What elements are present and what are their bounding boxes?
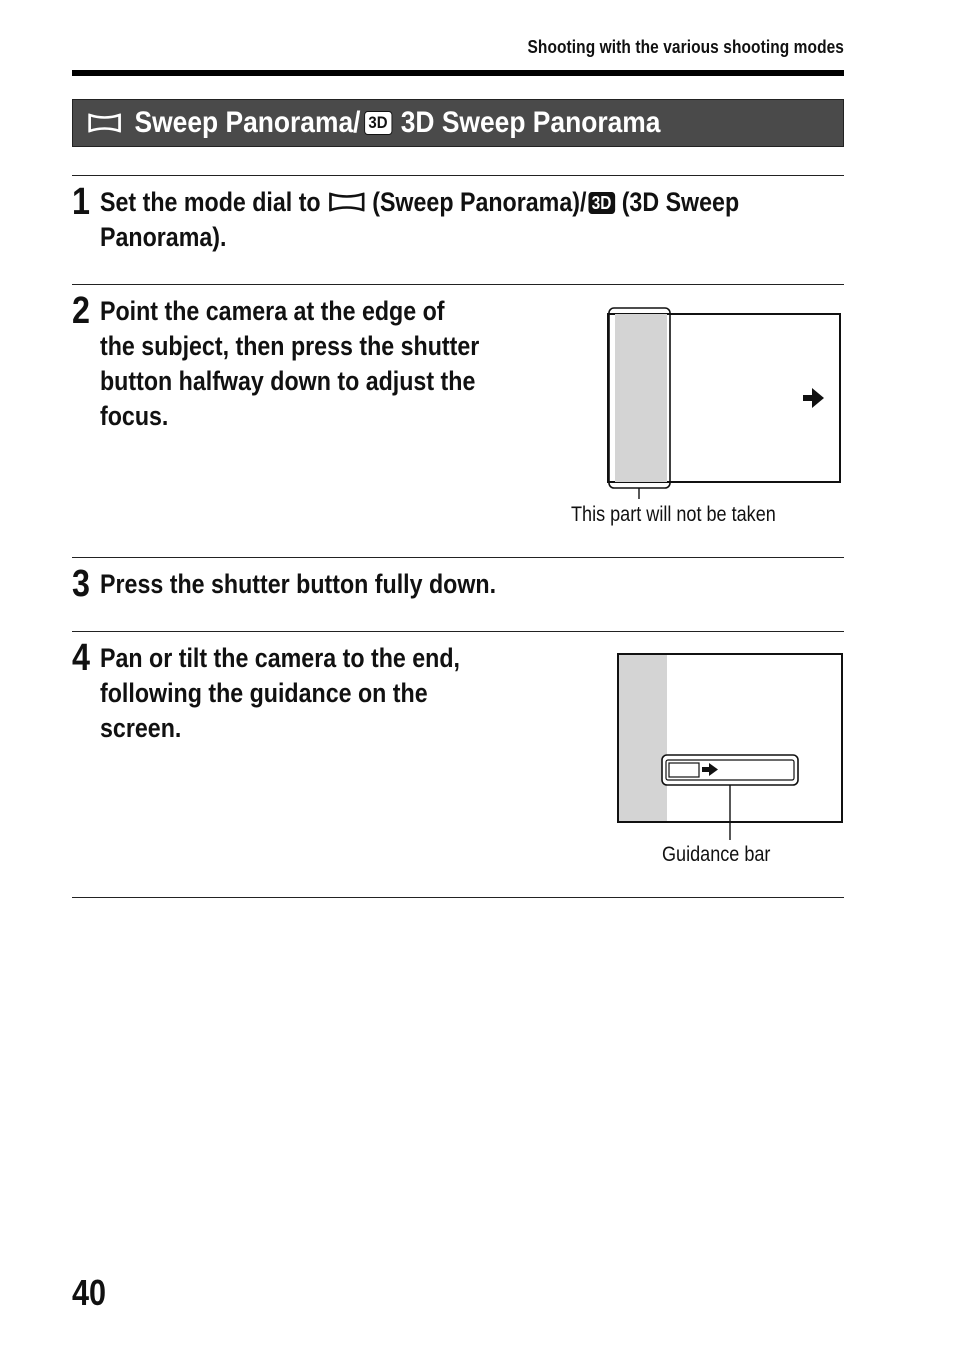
figure-caption-guidance-bar: Guidance bar	[662, 843, 771, 866]
step-4-figure	[610, 645, 850, 845]
step-4-number: 4	[72, 637, 90, 679]
running-header: Shooting with the various shooting modes	[527, 37, 844, 57]
3d-sweep-panorama-icon: 3D	[588, 192, 615, 214]
step-2-line: focus.	[100, 401, 169, 431]
step-1-text-a: Set the mode dial to	[100, 187, 321, 217]
step-3-number: 3	[72, 563, 90, 605]
step-2-text	[100, 294, 479, 434]
step-1-text-d: Panorama).	[100, 222, 227, 252]
step-1-number: 1	[72, 181, 90, 223]
step-divider	[72, 175, 844, 176]
step-2-line: button halfway down to adjust the	[100, 366, 476, 396]
step-divider	[72, 557, 844, 558]
step-2-figure	[600, 300, 850, 505]
step-2-line: Point the camera at the edge of	[100, 296, 445, 326]
section-banner	[72, 99, 844, 147]
step-1-text-c: (3D Sweep	[621, 187, 740, 217]
step-1-text	[100, 185, 739, 255]
step-2-line: the subject, then press the shutter	[100, 331, 480, 361]
page-number: 40	[72, 1272, 107, 1313]
section-end-rule	[72, 897, 844, 898]
step-4-line: following the guidance on the	[100, 678, 428, 708]
3d-badge-icon: 3D	[364, 111, 392, 135]
figure-caption-excluded: This part will not be taken	[571, 503, 776, 526]
step-1-text-b: (Sweep Panorama)/	[372, 187, 587, 217]
sweep-panorama-icon	[87, 111, 122, 135]
excluded-area	[615, 314, 667, 482]
header-rule	[72, 70, 844, 76]
section-title-part2: 3D Sweep Panorama	[400, 106, 661, 139]
sweep-panorama-icon	[327, 191, 365, 213]
step-divider	[72, 284, 844, 285]
step-4-text	[100, 641, 460, 746]
section-title-part1: Sweep Panorama/	[134, 106, 361, 139]
step-3-text: Press the shutter button fully down.	[100, 569, 497, 599]
step-2-number: 2	[72, 290, 90, 332]
shaded-area	[619, 655, 667, 821]
step-4-line: screen.	[100, 713, 182, 743]
guidance-bar-position	[669, 763, 699, 777]
step-4-line: Pan or tilt the camera to the end,	[100, 643, 460, 673]
step-divider	[72, 631, 844, 632]
